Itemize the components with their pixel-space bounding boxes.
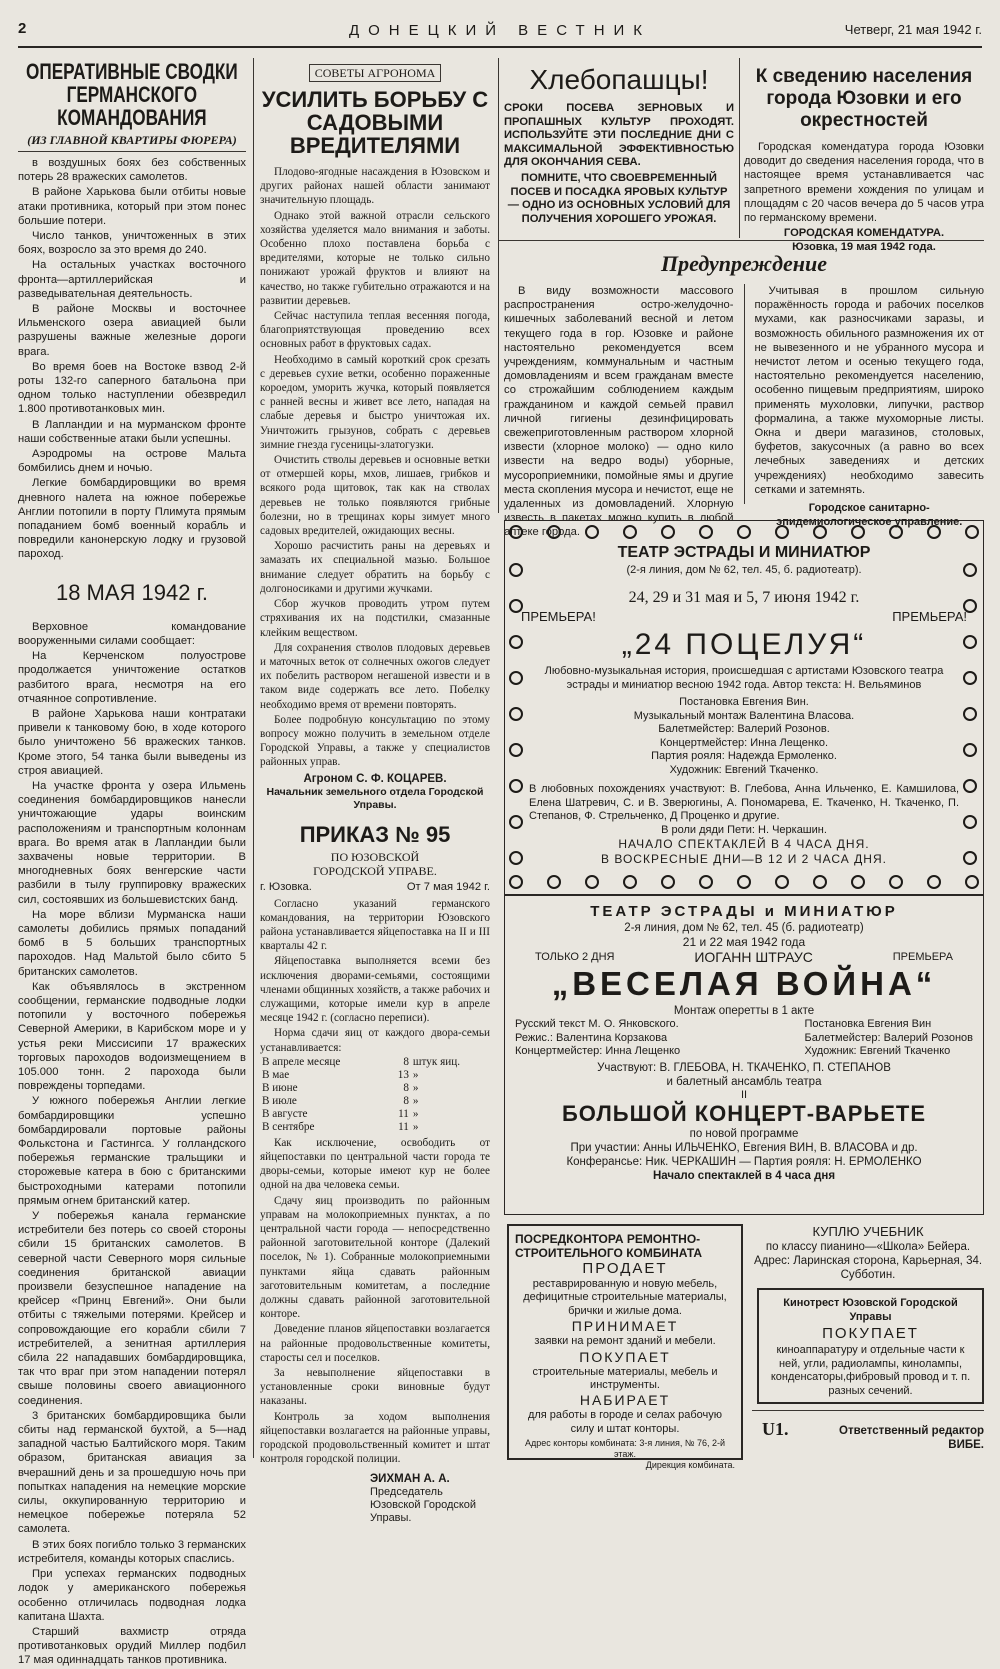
article-body — [18, 156, 246, 562]
paragraph: Верховное командование вооруженными силами сообщает: — [18, 620, 246, 647]
ring-ornament — [813, 875, 827, 889]
start-time: НАЧАЛО СПЕКТАКЛЕЙ В 4 ЧАСА ДНЯ. — [618, 837, 870, 851]
table-cell-qty: 8 — [403, 1081, 409, 1094]
paragraph: Согласно указаний германского командования, на территории Юзовского района устанавливается яйцепоставка на II и III кварталы 42 г. — [260, 897, 490, 953]
start-time: Начало спектаклей в 4 часа дня — [652, 1169, 836, 1182]
ring-ornament — [963, 779, 977, 793]
paragraph: Доведение планов яйцепоставки возлагается на районные продовольственные комитеты, старосты сел и поселков. — [260, 1323, 490, 1364]
credit-line: Концертмейстер: Инна Лещенко — [515, 1045, 681, 1057]
paper-name: ДОНЕЦКИЙ ВЕСТНИК — [348, 22, 652, 39]
cinema-trust-ad — [757, 1288, 984, 1404]
divider — [18, 151, 246, 152]
ring-ornament — [509, 525, 523, 539]
play-title: „24 ПОЦЕЛУЯ“ — [621, 628, 867, 661]
rubric: СОВЕТЫ АГРОНОМА — [309, 64, 441, 82]
ad-title: КУПЛЮ УЧЕБНИК — [812, 1224, 924, 1239]
notice-text: Городская комендатура города Юзовки доводит до сведения населения города, что в настоящее время устанавливается час запретного времени хождения по улицам и площадям с 20 часов вечера до 5 часов утра по германскому времени. — [744, 141, 984, 225]
theatre-name: ТЕАТР ЭСТРАДЫ И МИНИАТЮР — [617, 544, 871, 561]
ring-ornament — [737, 525, 751, 539]
ring-ornament — [509, 851, 523, 865]
ring-ornament — [509, 815, 523, 829]
notice-title: К сведению населения города Юзовки и его окрестностей — [755, 66, 973, 131]
paragraph: На Керченском полуострове продолжается уничтожение остатков разбитого врага, несмотря на его отчаянное сопротивление. — [18, 650, 246, 705]
order-subtitle: ПО ЮЗОВСКОЙ ГОРОДСКОЙ УПРАВЕ. — [313, 849, 437, 878]
column-2 — [260, 64, 490, 1525]
ring-ornament — [585, 525, 599, 539]
paragraph: Необходимо в самый короткий срок срезать с деревьев сухие ветки, особенно пораженные короедом, уморить жучка, который появляется с ранней весны и живет все лето, нападая на слабые деревья и быстро уничтожая их. Уничтожить грызунов, собрать с деревьев зимние гнезда гусеницы-златогузки. — [260, 353, 490, 451]
ad-text: киноаппаратуру и отдельные части к ней, угли, радиолампы, кинолампы, конденсаторы,фибровый провод и т. п. разных сечений. — [770, 1344, 971, 1397]
buys-label: ПОКУПАЕТ — [579, 1348, 671, 1365]
table-row — [260, 1108, 490, 1121]
construction-office-ad — [507, 1224, 743, 1471]
theatre-address: 2-я линия, дом № 62, тел. 45 (б. радиотеатр) — [624, 922, 864, 934]
ring-ornament — [963, 851, 977, 865]
ring-ornament — [623, 875, 637, 889]
paragraph: Однако этой важной отрасли сельского хозяйства уделяется мало внимания и заботы. Особенно плохо поставлена борьба с вредителями, которые не только сильно понижают урожай фруктов и влияют на качество, но также губительно отражаются и на развитии деревьев. — [260, 209, 490, 307]
ring-ornament — [509, 707, 523, 721]
ad-text: по классу пианино—«Школа» Бейера. Адрес: Ларинская сторона, Карьерная, 34. Субботин. — [753, 1241, 983, 1281]
paragraph: Легкие бомбардировщики во время дневного налета на южное побережье Англии потопили в порту Плимута прямым попаданием бомб военный корабль и повредили канонерскую лодку и грузовой пароход. — [18, 477, 246, 561]
ad-title: Кинотрест Юзовской Городской Управы — [783, 1297, 958, 1323]
ring-ornament — [661, 875, 675, 889]
paragraph: В районе Харькова были отбиты новые атаки противника, который при этом понес большие потери. — [18, 186, 246, 227]
credit-line: Постановка Евгения Вин. — [679, 696, 809, 708]
ring-ornament — [623, 525, 637, 539]
ring-ornament — [851, 875, 865, 889]
show-dates: 24, 29 и 31 мая и 5, 7 июня 1942 г. — [628, 589, 860, 606]
paragraph: в воздушных боях без собственных потерь 28 вражеских самолетов. — [18, 157, 246, 184]
paragraph: На участке фронта у озера Ильмень соединения бомбардировщиков нанесли уничтожающие удары воинским расположениям и транспортным колоннам врага. Во время атак в Лапландии были захвачены новые территории. В многодневных боях венгерские части разбили в тылу группировку вражеских сил, состоявших из большевистских банд. — [18, 779, 246, 906]
credit-line: Режис.: Валентина Корзакова — [515, 1031, 668, 1044]
paragraph: Для сохранения стволов плодовых деревьев и маточных веток от солнечных ожогов следует их побелить раствором негашеной извести и в таком виде содержать все лето. Побелку необходимо время от времени повторять. — [260, 641, 490, 711]
curfew-notice — [744, 66, 984, 254]
paragraph: 3 британских бомбардировщика были сбиты над германской бухтой, а 5—над западной частью Балтийского моря. Таким образом, британская авиация за вчерашний день и за прошедшую ночь при попытках нападения на немецкие морские силы, оккупированную территорию и немецкое побережье потеряла 52 самолета. — [18, 1409, 246, 1536]
theatre-name: ТЕАТР ЭСТРАДЫ и МИНИАТЮР — [590, 903, 898, 920]
table-row — [260, 1082, 490, 1095]
ring-ornament — [509, 875, 523, 889]
role-line: В роли дяди Пети: Н. Черкашин. — [661, 823, 827, 836]
theatre-ad-merry-war — [504, 895, 984, 1215]
credit-line: Русский текст М. О. Янковского. — [515, 1018, 679, 1030]
table-cell-unit: » — [412, 1107, 419, 1120]
show-dates: 21 и 22 мая 1942 года — [682, 935, 806, 949]
paragraph: В этих боях погибло только 3 германских истребителя, команды которых спаслись. — [18, 1538, 246, 1565]
ring-ornament — [775, 525, 789, 539]
ring-ornament — [963, 707, 977, 721]
ring-ornament — [737, 875, 751, 889]
table-cell-qty: 11 — [398, 1120, 409, 1133]
paragraph: На море вблизи Мурманска наши самолеты добились прямых попаданий бомб в 5 больших транспортных пароходов. Над Мальтой было сбито 5 британских самолетов. — [18, 908, 246, 978]
theatre-address: (2-я линия, дом № 62, тел. 45, б. радиотеатр). — [626, 564, 862, 576]
cast-list: Участвуют: В. ГЛЕБОВА, Н. ТКАЧЕНКО, П. СТЕПАНОВ — [597, 1061, 891, 1074]
editor-line: Ответственный редактор ВИБЕ. — [839, 1425, 984, 1451]
ring-ornament — [927, 875, 941, 889]
paragraph: У южного побережья Англии легкие бомбардировщики успешно бомбардировали портовые районы Фолькстона и Гастингса. У голландского побережья германские тральщики и сторожевые катера в бою с британскими быстроходными катерами потопили прямым огнем британский катер. — [18, 1095, 246, 1207]
article-title: ОПЕРАТИВНЫЕ СВОДКИ ГЕРМАНСКОГО КОМАНДОВАНИЯ — [26, 59, 238, 130]
order-signature: ЭИХМАН А. А. — [370, 1473, 450, 1486]
ring-ornament — [963, 563, 977, 577]
table-cell-qty: 11 — [398, 1107, 409, 1120]
paragraph: Яйцепоставка выполняется всеми без исключения дворами-семьями, состоящими членами общинных хозяйств, а также рабочих и служащими, которые имели кур в апреле месяце 1942 г. (согласно переписи). — [260, 955, 490, 1025]
table-cell-month: В мае — [262, 1068, 290, 1081]
theatre-ad-24-kisses — [504, 520, 984, 895]
ring-ornament — [965, 525, 979, 539]
ring-ornament — [509, 779, 523, 793]
paragraph: За невыполнение яйцепоставки в установленные сроки виновные будут наказаны. — [260, 1367, 490, 1408]
buys-label: ПОКУПАЕТ — [822, 1325, 919, 1342]
table-cell-qty: 13 — [397, 1068, 409, 1081]
table-cell-month: В июле — [262, 1094, 297, 1107]
table-row — [260, 1095, 490, 1108]
cast-ensemble: и балетный ансамбль театра — [666, 1075, 822, 1088]
table-cell-month: В апреле месяце — [262, 1055, 341, 1068]
paragraph: В Лапландии и на мурманском фронте наши собственные атаки были успешны. — [18, 418, 246, 445]
print-code: U1. — [762, 1419, 789, 1439]
concert-title: БОЛЬШОЙ КОНЦЕРТ-ВАРЬЕТЕ — [561, 1100, 927, 1126]
hires-text: для работы в городе и селах рабочую силу и штат конторы. — [527, 1409, 723, 1435]
signature: Агроном С. Ф. КОЦАРЕВ. — [303, 772, 447, 785]
paragraph: Очистить стволы деревьев и основные ветки от отмершей коры, мхов, лишаев, грибков и всякого рода щитовок, так как на стволах деревьев не только появляются грибные болезни, но в трещинах коры зимует много садовых вредителей, ожидающих весны. — [260, 454, 490, 538]
ring-ornament — [699, 525, 713, 539]
credit-line: Партия рояля: Надежда Ермоленко. — [651, 750, 837, 762]
ring-ornament — [851, 525, 865, 539]
credit-line: Балетмейстер: Валерий Розонов — [804, 1031, 973, 1044]
paragraph: Сбор жучков проводить утром путем стряхивания их на подстилки, смазанные клейким веществом. — [260, 598, 490, 639]
concert-program: по новой программе — [689, 1127, 799, 1140]
ring-ornament — [509, 671, 523, 685]
table-row — [260, 1056, 490, 1069]
order-title: ПРИКАЗ № 95 — [299, 821, 451, 847]
play-description: Любовно-музыкальная история, происшедшая с артистами Юзовского театра эстрады и миниатюр весною 1942 года. Автор текста: Н. Вельяминов — [544, 665, 944, 691]
table-row — [260, 1121, 490, 1134]
credit-line: Балетмейстер: Валерий Розонов. — [658, 723, 830, 735]
order-body — [260, 1136, 490, 1467]
paragraph: Как исключение, освободить от яйцепоставки по центральной части города те дворы-семьи, которые имеют кур не более одной на два человека семьи. — [260, 1136, 490, 1192]
warning-left: В виду возможности массового распространения остро-желудочно-кишечных заболеваний весной и летом текущего года в гор. Юзовке и районе настоятельно рекомендуется всем учреждениям, коммунальным и частным домовладениям и всем гражданам вместе со строжайшим соблюдением каждым гражданином и каждой семьей правил личной гигиены дезинфицировать свежеприготовленным раствором хлорной извести (хлорное молоко) — одно кило извести на ведро воды) уборные, мусороприемники, помойные ямы и другие места скопления мусора и нечистот, еще не удаленных из домовладений. Хлорную известь в пакетах можно купить в любой аптеке города. — [504, 285, 734, 539]
credit-line: Художник: Евгений Ткаченко — [804, 1045, 951, 1057]
credit-line: Музыкальный монтаж Валентина Власова. — [633, 709, 855, 722]
signature-role: Начальник земельного отдела Городской Управы. — [266, 785, 484, 811]
ring-ornament — [813, 525, 827, 539]
hires-label: НАБИРАЕТ — [579, 1392, 671, 1409]
ring-ornament — [889, 875, 903, 889]
ring-ornament — [963, 743, 977, 757]
credit-line: Художник: Евгений Ткаченко. — [669, 763, 819, 776]
section-date: 18 МАЯ 1942 г. — [55, 579, 209, 605]
appeal-text: СРОКИ ПОСЕВА ЗЕРНОВЫХ И ПРОПАШНЫХ КУЛЬТУР ПРОХОДЯТ. ИСПОЛЬЗУЙТЕ ЭТИ ПОСЛЕДНИЕ ДНИ С МАКСИМАЛЬНОЙ ЭФФЕКТИВНОСТЬЮ ДЛЯ ОКОНЧАНИЯ СЕВА. — [504, 102, 734, 169]
ad-title: ПОСРЕДКОНТОРА РЕМОНТНО-СТРОИТЕЛЬНОГО КОМБИНАТА — [515, 1232, 703, 1260]
textbook-ad — [752, 1224, 984, 1282]
composer: ИОГАНН ШТРАУС — [694, 949, 813, 965]
paragraph: В районе Москвы и восточнее Ильменского озера авиацией были разрушены важные железные дороги врага. — [18, 303, 246, 358]
cast-list: В любовных похождениях участвуют: В. Глебова, Анна Ильченко, Е. Камшилова, Елена Шатревич, С. и В. Зверюгины, А. Пономарева, Е. Ткаченко, Н. Ткаченко, П. Степанов, Ф. Стрельченко, Д Проценко и другие. — [529, 783, 959, 822]
ring-ornament — [963, 671, 977, 685]
table-cell-month: В августе — [262, 1107, 308, 1120]
issue-date: Четверг, 21 мая 1942 г. — [844, 22, 982, 37]
notice-sign: ГОРОДСКАЯ КОМЕНДАТУРА. — [783, 227, 945, 240]
farmers-appeal — [504, 64, 734, 226]
start-time-sunday: В ВОСКРЕСНЫЕ ДНИ—В 12 И 2 ЧАСА ДНЯ. — [601, 852, 887, 866]
concert-host: Конферансье: Ник. ЧЕРКАШИН — Партия рояля: Н. ЕРМОЛЕНКО — [566, 1155, 922, 1168]
buys-text: строительные материалы, мебель и инструменты. — [532, 1365, 718, 1392]
concert-participants: При участии: Анны ИЛЬЧЕНКО, Евгения ВИН, В. ВЛАСОВА и др. — [570, 1141, 918, 1154]
play-montage: Монтаж оперетты в 1 акте — [673, 1005, 815, 1017]
warning-sign: Городское санитарно-эпидемиологическое управление. — [776, 502, 963, 529]
paragraph: В районе Харькова наши контратаки привели к танковому бою, в ходе которого было уничтожено 56 вражеских танков. Кроме этого, 54 танка были выведены из строя авиацией. — [18, 707, 246, 777]
ring-ornament — [699, 875, 713, 889]
ring-ornament — [963, 815, 977, 829]
warning-title: Предупреждение — [660, 251, 827, 276]
ring-ornament — [547, 525, 561, 539]
table-cell-month: В июне — [262, 1081, 298, 1094]
ring-ornament — [775, 875, 789, 889]
ring-ornament — [661, 525, 675, 539]
sells-label: ПРОДАЕТ — [582, 1260, 668, 1277]
appeal-text: ПОМНИТЕ, ЧТО СВОЕВРЕМЕННЫЙ ПОСЕВ И ПОСАДКА ЯРОВЫХ КУЛЬТУР — ОДНО ИЗ ОСНОВНЫХ УСЛОВИЙ ДЛЯ ПОЛУЧЕНИЯ ХОРОШЕГО УРОЖАЯ. — [507, 171, 731, 225]
notice-date: Юзовка, 19 мая 1942 года. — [792, 241, 936, 254]
paragraph: У побережья канала германские истребители без потерь со своей стороны сбили 15 британских самолетов. В северной части Северного моря сильные соединения британской авиации произвели безуспешное нападение на крейсер «Принц Евгений». Они были отбиты с тяжелыми потерями. Крейсер и сопровождающие его корабли сбили 7 истребителей, а зенитная артиллерия сбила 22 нападавших бомбардировщика, так что враг при этом нападении потерял свыше половины своего авиационного соединения. — [18, 1210, 246, 1407]
ring-ornament — [963, 635, 977, 649]
warning-notice — [504, 250, 984, 541]
table-cell-unit: » — [412, 1120, 419, 1133]
column-rule — [739, 58, 740, 238]
table-cell-month: В сентябре — [262, 1120, 315, 1133]
article-subtitle: (ИЗ ГЛАВНОЙ КВАРТИРЫ ФЮРЕРА) — [27, 133, 237, 147]
table-row — [260, 1069, 490, 1082]
paragraph: При успехах германских подводных лодок у американского побережья особенно отличилась подводная лодка капитана Шахта. — [18, 1568, 246, 1623]
paragraph: Число танков, уничтоженных в этих боях, возросло за это время до 240. — [18, 230, 246, 257]
accepts-text: заявки на ремонт зданий и мебели. — [534, 1335, 716, 1348]
only-two-days: ТОЛЬКО 2 ДНЯ — [535, 951, 615, 963]
table-cell-qty: 8 — [403, 1094, 409, 1107]
sells-text: реставрированную и новую мебель, дефицитные строительные материалы, брички и жилые дома. — [523, 1278, 727, 1317]
accepts-label: ПРИНИМАЕТ — [571, 1318, 679, 1335]
order-date: От 7 мая 1942 г. — [406, 880, 490, 893]
paragraph: Старший вахмистр отряда противотанковых орудий Миллер подбил 17 мая одиннадцать танков противника. — [18, 1625, 246, 1667]
paragraph: Сейчас наступила теплая весенняя погода, благоприятствующая проведению всех основных работ в фруктовых садах. — [260, 310, 490, 351]
premiere-label: ПРЕМЬЕРА! — [892, 609, 967, 624]
part-number: II — [740, 1088, 748, 1101]
paragraph: Контроль за ходом выполнения яйцепоставки возлагается на районные управы, городской продовольственный комитет и штат контроля городской полиции. — [260, 1410, 490, 1466]
paragraph: Во время боев на Востоке взвод 2-й роты 132-го саперного батальона при одном только наступлении обезвредил 1.800 противотанковых мин. — [18, 360, 246, 416]
ring-ornament — [547, 875, 561, 889]
ring-ornament — [889, 525, 903, 539]
appeal-title: Хлебопашцы! — [529, 64, 709, 95]
premiere-label: ПРЕМЬЕРА! — [521, 609, 596, 624]
ring-ornament — [585, 875, 599, 889]
article-body — [18, 620, 246, 1668]
article-body — [260, 165, 490, 770]
credit-line: Концертмейстер: Инна Лещенко. — [659, 736, 829, 749]
paragraph: Аэродромы на острове Мальта бомбились днем и ночью. — [18, 448, 246, 475]
paragraph: Как объявлялось в экстренном сообщении, германские подводные лодки потопили у восточного побережья Северной Америки, в Карибском море и у устья реки Миссисипи 17 вражеских торговых пароходов водоизмещением в 105.000 тонн. 2 парохода были повреждены торпедами. — [18, 980, 246, 1093]
ring-ornament — [927, 525, 941, 539]
play-title: „ВЕСЕЛАЯ ВОЙНА“ — [551, 965, 937, 1002]
paragraph: Хорошо расчистить раны на деревьях и замазать их специальной мазью. Большое внимание следует обратить на борьбу с долгоносиками и другими жучками. — [260, 540, 490, 595]
page-number: 2 — [18, 20, 27, 37]
paragraph: Сдачу яиц производить по районным управам на молокоприемных пунктах, а по центральной части города — непосредственно районной заготовительной конторе (Далекий поселок, № 1). Собранные молокоприемными пунктами яйца сдавать районным заготовительным комитетам, а последние должны сдавать районной заготовительной конторе. — [260, 1194, 490, 1321]
warning-right: Учитывая в прошлом сильную поражённость города и рабочих поселков мухами, как разносчиками заразы, и возможность обильного размножения их от не вывезенного и не убранного мусора и нечистот летом и осенью текущего года, настоятельно рекомендуется населению, особенно пищевым предприятиям, широко применять мухоловки, липучки, раствор формалина, а также мухоморные листы. Окна и двери магазинов, столовых, буфетов, закусочных (а равно во всех лечебных заведениях и детских учреждениях) необходимо завесить сетками и затемнять. — [754, 285, 985, 496]
table-cell-unit: » — [412, 1094, 419, 1107]
table-cell-unit: » — [412, 1081, 419, 1094]
column-rule — [253, 58, 254, 1458]
ring-ornament — [509, 563, 523, 577]
paragraph: На остальных участках восточного фронта—артиллерийская и разведывательная деятельность. — [18, 259, 246, 300]
ad-address: Адрес конторы комбината: 3-я линия, № 76, 2-й этаж. — [524, 1438, 726, 1460]
order-body — [260, 897, 490, 1055]
ad-signature: Дирекция комбината. — [645, 1460, 735, 1471]
ring-ornament — [509, 743, 523, 757]
ring-ornament — [509, 635, 523, 649]
egg-quota-table — [260, 1056, 490, 1134]
order-place: г. Юзовка. — [260, 880, 312, 893]
table-cell-unit: » — [412, 1068, 419, 1081]
table-cell-unit: штук яиц. — [412, 1055, 461, 1068]
order-signature-role: Председатель Юзовской Городской Управы. — [370, 1486, 477, 1525]
column-rule — [498, 58, 499, 513]
article-title: УСИЛИТЬ БОРЬБУ С САДОВЫМИ ВРЕДИТЕЛЯМИ — [261, 87, 489, 158]
premiere-label: ПРЕМЬЕРА — [892, 951, 953, 963]
table-cell-qty: 8 — [403, 1055, 409, 1068]
masthead — [18, 8, 982, 48]
credit-line: Постановка Евгения Вин — [804, 1018, 932, 1030]
ring-ornament — [965, 875, 979, 889]
column-1 — [18, 60, 246, 1669]
paragraph: Плодово-ягодные насаждения в Юзовском и других районах нашей области занимают значительную площадь. — [260, 166, 490, 207]
paragraph: Более подробную консультацию по этому вопросу можно получить в земельном отделе Городской Управы, а также у специалистов районных управ. — [260, 713, 490, 769]
paragraph: Норма сдачи яиц от каждого двора-семьи устанавливается: — [260, 1027, 490, 1054]
